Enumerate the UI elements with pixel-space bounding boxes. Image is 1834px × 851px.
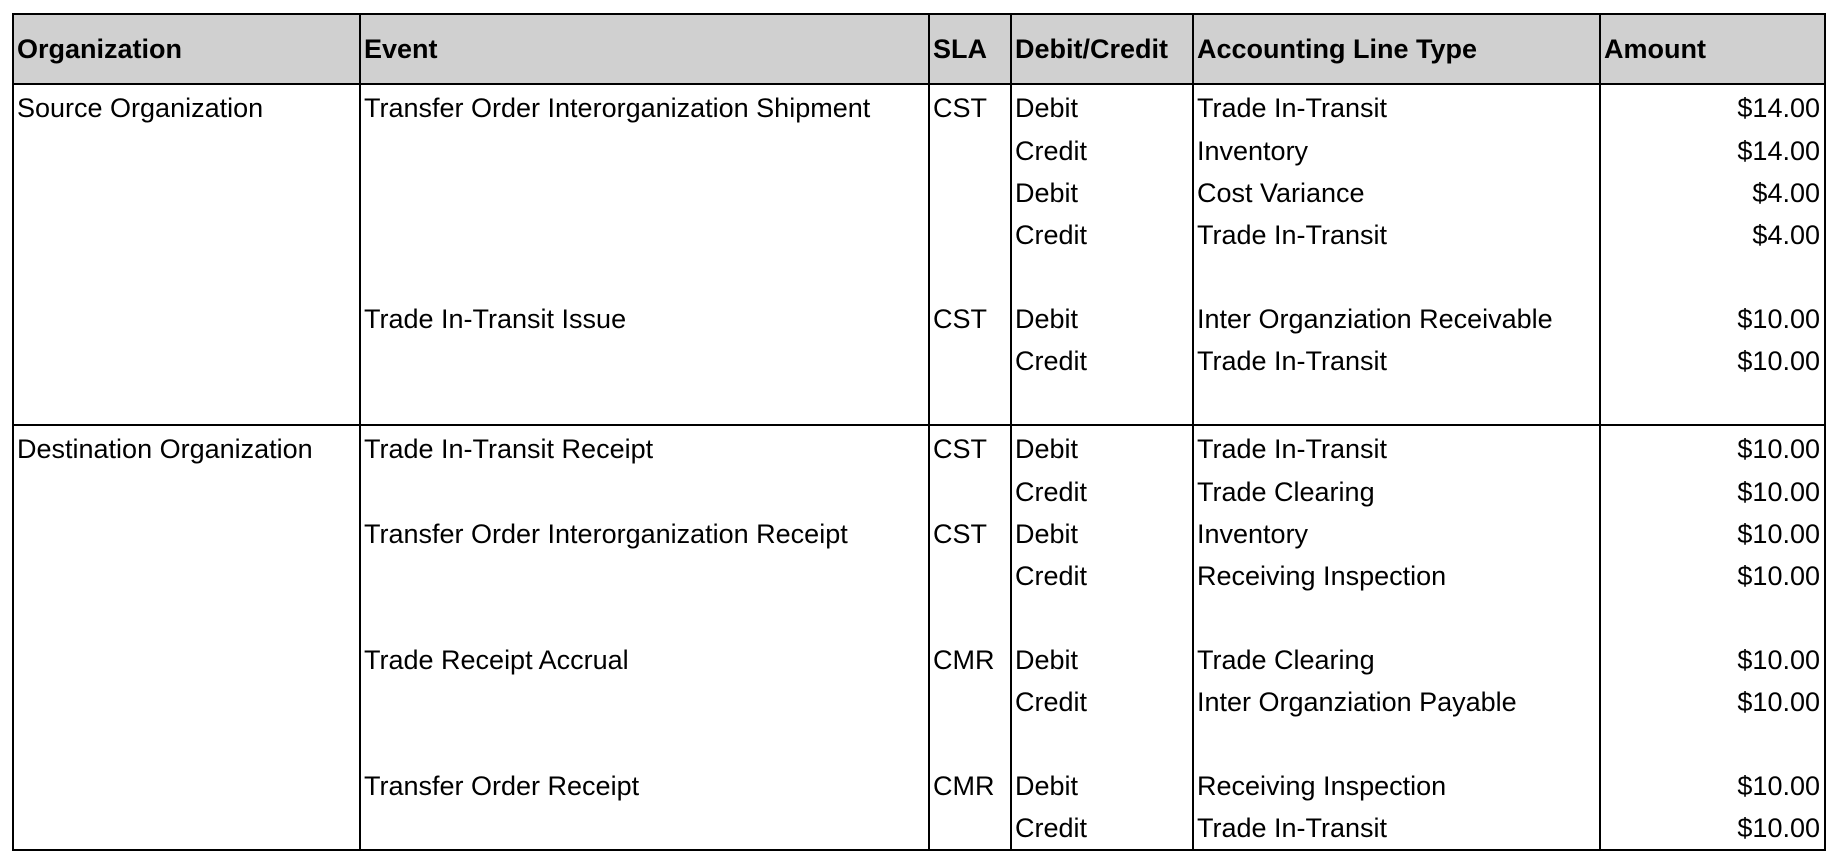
table-header	[13, 14, 1825, 84]
event-cell: Transfer Order Interorganization Receipt	[360, 513, 929, 555]
table-row	[13, 681, 1825, 723]
header-event: Event	[360, 14, 929, 84]
accounting-line-type-cell: Inter Organziation Receivable	[1193, 298, 1600, 340]
sla-cell	[929, 256, 1011, 298]
sla-cell	[929, 130, 1011, 172]
event-cell	[360, 555, 929, 597]
header-sla: SLA	[929, 14, 1011, 84]
organization-cell	[13, 807, 360, 850]
debit-credit-cell: Credit	[1011, 681, 1193, 723]
sla-cell: CMR	[929, 639, 1011, 681]
debit-credit-cell: Debit	[1011, 298, 1193, 340]
debit-credit-cell: Debit	[1011, 765, 1193, 807]
amount-cell: $10.00	[1600, 639, 1825, 681]
table-row	[13, 84, 1825, 130]
header-amount: Amount	[1600, 14, 1825, 84]
sla-cell	[929, 172, 1011, 214]
sla-cell	[929, 471, 1011, 513]
amount-cell: $10.00	[1600, 513, 1825, 555]
accounting-line-type-cell: Cost Variance	[1193, 172, 1600, 214]
debit-credit-cell: Debit	[1011, 172, 1193, 214]
organization-cell	[13, 172, 360, 214]
sla-cell	[929, 340, 1011, 382]
table-row	[13, 298, 1825, 340]
event-cell	[360, 723, 929, 765]
accounting-line-type-cell: Trade Clearing	[1193, 471, 1600, 513]
sla-cell	[929, 597, 1011, 639]
accounting-line-type-cell: Trade In-Transit	[1193, 84, 1600, 130]
event-cell	[360, 172, 929, 214]
table-row	[13, 172, 1825, 214]
header-accounting-line-type: Accounting Line Type	[1193, 14, 1600, 84]
header-row	[13, 14, 1825, 84]
debit-credit-cell	[1011, 597, 1193, 639]
organization-cell	[13, 256, 360, 298]
debit-credit-cell: Credit	[1011, 555, 1193, 597]
organization-cell	[13, 382, 360, 425]
debit-credit-cell: Credit	[1011, 340, 1193, 382]
accounting-line-type-cell: Inter Organziation Payable	[1193, 681, 1600, 723]
organization-cell: Destination Organization	[13, 425, 360, 471]
event-cell	[360, 130, 929, 172]
debit-credit-cell: Debit	[1011, 425, 1193, 471]
amount-cell	[1600, 723, 1825, 765]
amount-cell: $10.00	[1600, 340, 1825, 382]
amount-cell: $10.00	[1600, 298, 1825, 340]
amount-cell: $4.00	[1600, 214, 1825, 256]
table-row	[13, 639, 1825, 681]
sla-cell	[929, 807, 1011, 850]
event-cell	[360, 807, 929, 850]
event-cell	[360, 382, 929, 425]
organization-group	[13, 425, 1825, 850]
organization-cell	[13, 130, 360, 172]
event-cell	[360, 214, 929, 256]
accounting-line-type-cell: Receiving Inspection	[1193, 555, 1600, 597]
amount-cell	[1600, 256, 1825, 298]
accounting-line-type-cell: Inventory	[1193, 513, 1600, 555]
amount-cell: $10.00	[1600, 555, 1825, 597]
accounting-line-type-cell: Trade In-Transit	[1193, 807, 1600, 850]
debit-credit-cell: Credit	[1011, 214, 1193, 256]
organization-cell	[13, 471, 360, 513]
table-row	[13, 425, 1825, 471]
sla-cell	[929, 681, 1011, 723]
organization-cell	[13, 340, 360, 382]
event-cell	[360, 340, 929, 382]
amount-cell: $14.00	[1600, 84, 1825, 130]
debit-credit-cell: Debit	[1011, 639, 1193, 681]
table-row	[13, 382, 1825, 425]
event-cell	[360, 681, 929, 723]
organization-cell	[13, 555, 360, 597]
table-row	[13, 256, 1825, 298]
event-cell: Trade In-Transit Receipt	[360, 425, 929, 471]
sla-cell: CST	[929, 298, 1011, 340]
table-row	[13, 765, 1825, 807]
table-row	[13, 471, 1825, 513]
organization-cell	[13, 723, 360, 765]
event-cell	[360, 256, 929, 298]
table-row	[13, 513, 1825, 555]
event-cell	[360, 597, 929, 639]
organization-cell	[13, 765, 360, 807]
accounting-line-type-cell	[1193, 256, 1600, 298]
event-cell: Trade In-Transit Issue	[360, 298, 929, 340]
sla-cell	[929, 382, 1011, 425]
organization-cell: Source Organization	[13, 84, 360, 130]
debit-credit-cell: Debit	[1011, 513, 1193, 555]
sla-cell: CMR	[929, 765, 1011, 807]
sla-cell: CST	[929, 84, 1011, 130]
table-row	[13, 340, 1825, 382]
accounting-line-type-cell: Trade In-Transit	[1193, 340, 1600, 382]
accounting-line-type-cell: Receiving Inspection	[1193, 765, 1600, 807]
amount-cell: $10.00	[1600, 681, 1825, 723]
organization-cell	[13, 298, 360, 340]
event-cell: Transfer Order Receipt	[360, 765, 929, 807]
header-debit-credit: Debit/Credit	[1011, 14, 1193, 84]
debit-credit-cell: Credit	[1011, 130, 1193, 172]
amount-cell: $14.00	[1600, 130, 1825, 172]
debit-credit-cell	[1011, 382, 1193, 425]
table-row	[13, 555, 1825, 597]
debit-credit-cell: Credit	[1011, 807, 1193, 850]
organization-cell	[13, 681, 360, 723]
accounting-line-type-cell: Trade In-Transit	[1193, 425, 1600, 471]
amount-cell: $4.00	[1600, 172, 1825, 214]
sla-cell	[929, 555, 1011, 597]
organization-cell	[13, 597, 360, 639]
table-row	[13, 130, 1825, 172]
sla-cell: CST	[929, 425, 1011, 471]
table-row	[13, 723, 1825, 765]
organization-cell	[13, 214, 360, 256]
amount-cell: $10.00	[1600, 471, 1825, 513]
table-row	[13, 214, 1825, 256]
accounting-line-type-cell: Trade Clearing	[1193, 639, 1600, 681]
accounting-line-type-cell: Inventory	[1193, 130, 1600, 172]
event-cell: Transfer Order Interorganization Shipment	[360, 84, 929, 130]
sla-cell	[929, 214, 1011, 256]
amount-cell	[1600, 382, 1825, 425]
sla-cell: CST	[929, 513, 1011, 555]
event-cell	[360, 471, 929, 513]
accounting-table-wrapper	[12, 13, 1826, 851]
debit-credit-cell	[1011, 256, 1193, 298]
table-row	[13, 807, 1825, 850]
accounting-line-type-cell: Trade In-Transit	[1193, 214, 1600, 256]
organization-cell	[13, 639, 360, 681]
sla-cell	[929, 723, 1011, 765]
amount-cell: $10.00	[1600, 425, 1825, 471]
debit-credit-cell: Debit	[1011, 84, 1193, 130]
debit-credit-cell	[1011, 723, 1193, 765]
accounting-line-type-cell	[1193, 723, 1600, 765]
accounting-line-type-cell	[1193, 382, 1600, 425]
amount-cell: $10.00	[1600, 807, 1825, 850]
organization-cell	[13, 513, 360, 555]
amount-cell: $10.00	[1600, 765, 1825, 807]
accounting-entries-table	[12, 13, 1826, 851]
amount-cell	[1600, 597, 1825, 639]
organization-group	[13, 84, 1825, 425]
table-row	[13, 597, 1825, 639]
debit-credit-cell: Credit	[1011, 471, 1193, 513]
event-cell: Trade Receipt Accrual	[360, 639, 929, 681]
accounting-line-type-cell	[1193, 597, 1600, 639]
header-organization: Organization	[13, 14, 360, 84]
